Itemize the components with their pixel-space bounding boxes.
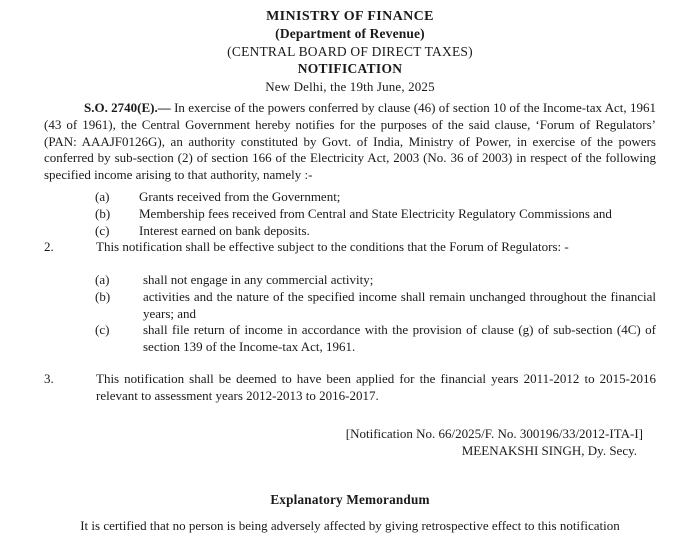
clause-2-intro-block: [44, 239, 656, 256]
board-title: (CENTRAL BOARD OF DIRECT TAXES): [227, 43, 473, 59]
list-item: [44, 272, 656, 289]
clause-letter: (a): [95, 272, 110, 288]
list-item: [44, 223, 656, 240]
notification-reference: [Notification No. 66/2025/F. No. 300196/33/2012-ITA-I]: [345, 425, 643, 441]
indent-spacer: [44, 223, 95, 240]
indent-spacer: [44, 206, 95, 223]
indent-spacer: [44, 322, 95, 355]
clause-intro-text: This notification shall be effective subject to the conditions that the Forum of Regulators: -: [96, 239, 569, 255]
spacer: [44, 460, 656, 472]
clause-2-items-list: [44, 272, 656, 355]
main-paragraph: [44, 100, 656, 183]
clause-text: Interest earned on bank deposits.: [139, 222, 310, 238]
numbered-clause: [44, 239, 656, 256]
list-item: [44, 322, 656, 355]
memorandum-title: Explanatory Memorandum: [270, 491, 430, 507]
clause-letter: (b): [95, 206, 111, 222]
clause-letter: (a): [95, 189, 110, 205]
indent-spacer: [44, 189, 95, 206]
spacer: [44, 405, 656, 425]
clause-text: activities and the nature of the specified income shall remain unchanged throughout the financial years; and: [143, 289, 656, 321]
notification-label: NOTIFICATION: [297, 60, 403, 76]
numbered-clause: [44, 371, 656, 404]
indent-spacer: [44, 289, 95, 322]
list-item: [44, 189, 656, 206]
list-item: [44, 289, 656, 322]
spacer: [44, 355, 656, 371]
department-title: (Department of Revenue): [275, 26, 425, 42]
clause-letter: (c): [95, 222, 110, 238]
memorandum-text: It is certified that no person is being adversely affected by giving retrospective effect to this notification: [80, 517, 620, 533]
spacer: [44, 508, 656, 518]
clause-text: Membership fees received from Central and State Electricity Regulatory Commissions and: [139, 206, 612, 222]
clause-letter: (b): [95, 289, 111, 305]
clause-3-block: [44, 371, 656, 404]
main-paragraph-text: In exercise of the powers conferred by clause (46) of section 10 of the Income-tax Act, 1961 (43 of 1961), the Central Government hereby notifies for the purposes of the said clause, ‘Forum of Regulators’ (PAN: AAAJF0126G), an authority constituted by Govt. of India, Ministry of Power, in exercise of the powers conferred by sub-section (2) of section 166 of the Electricity Act, 2003 (No. 36 of 2003) in respect of the following specified income arising to that authority, namely :-: [44, 100, 656, 182]
list-item: [44, 206, 656, 223]
spacer: [44, 472, 656, 492]
clause-text: Grants received from the Government;: [139, 189, 341, 205]
indent-spacer: [44, 272, 95, 289]
clause-text: This notification shall be deemed to have been applied for the financial years 2011-2012 to 2015-2016 relevant to assessment years 2012-2013 to 2016-2017.: [96, 371, 656, 403]
document-header: [44, 8, 656, 95]
so-number: S.O. 2740(E).—: [84, 100, 171, 116]
clause-letter: (c): [95, 322, 110, 338]
specified-income-list: [44, 189, 656, 239]
place-and-date: New Delhi, the 19th June, 2025: [265, 79, 435, 95]
clause-text: shall file return of income in accordance with the provision of clause (g) of sub-section (4C) of section 139 of the Income-tax Act, 1961.: [143, 322, 656, 354]
signatory-name: MEENAKSHI SINGH, Dy. Secy.: [461, 443, 637, 459]
ministry-title: MINISTRY OF FINANCE: [266, 9, 434, 24]
blank-line: [44, 256, 656, 273]
signature-block: [44, 425, 656, 460]
clause-number: 2.: [44, 239, 54, 255]
clause-number: 3.: [44, 371, 54, 387]
clause-text: shall not engage in any commercial activity;: [143, 272, 374, 288]
